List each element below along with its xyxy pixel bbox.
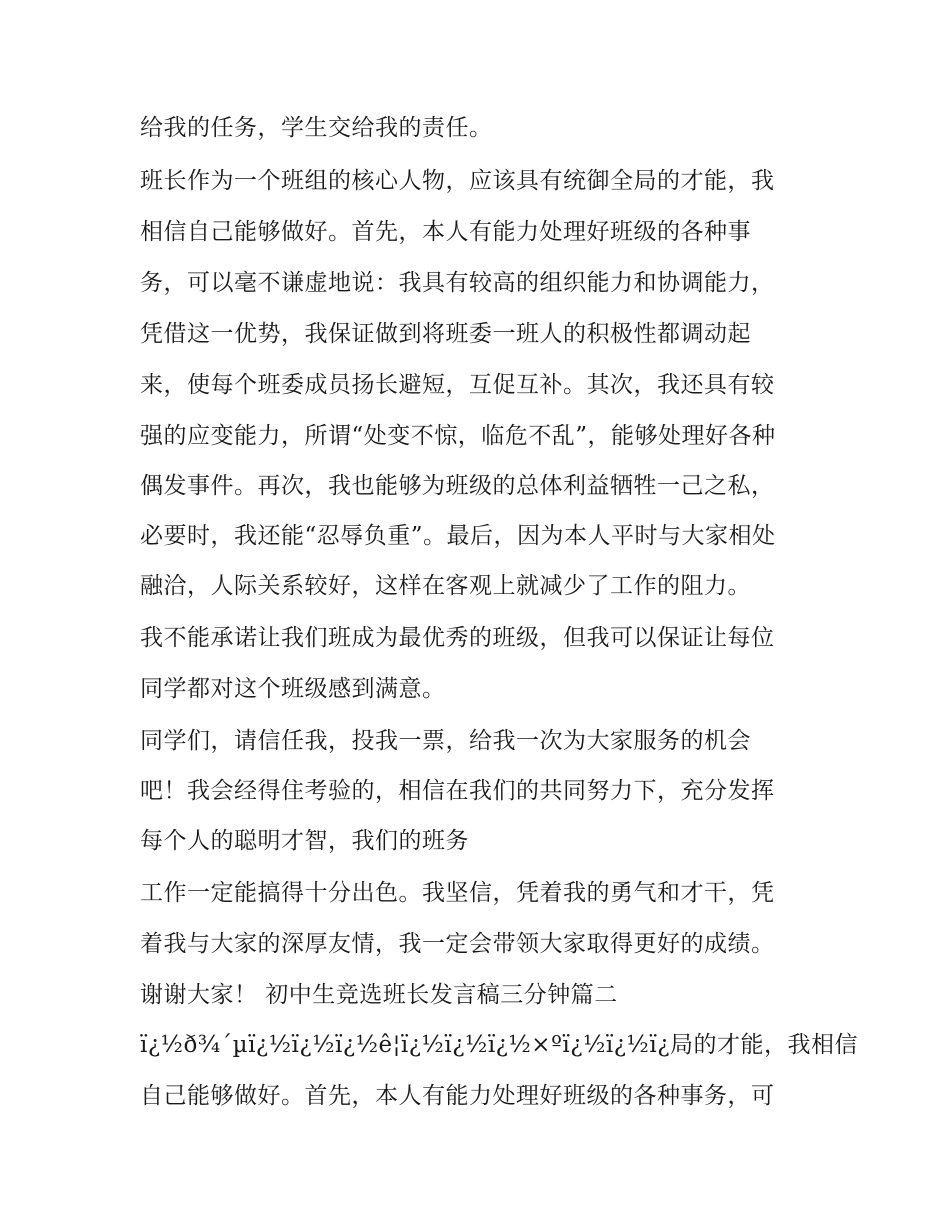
text-line: 工作一定能搞得十分出色。我坚信，凭着我的勇气和才干，凭	[140, 880, 775, 906]
text-line: 融洽，人际关系较好，这样在客观上就减少了工作的阻力。	[140, 573, 751, 599]
text-line: 来，使每个班委成员扬长避短，互促互补。其次，我还具有较	[140, 372, 775, 398]
text-line: 强的应变能力，所谓“处变不惊，临危不乱”，能够处理好各种	[140, 423, 776, 449]
text-line: 吧！我会经得住考验的，相信在我们的共同努力下，充分发挥	[140, 778, 775, 804]
text-line: 同学们，请信任我，投我一票，给我一次为大家服务的机会	[140, 728, 751, 754]
text-line: 谢谢大家！ 初中生竞选班长发言稿三分钟篇二	[140, 982, 618, 1008]
text-line: ï¿½ð¾´µï¿½ï¿½ï¿½ê¦ï¿½ï¿½ï¿½×ºï¿½ï¿½ï¿局的才能，我相信	[140, 1032, 859, 1058]
text-line: 着我与大家的深厚友情，我一定会带领大家取得更好的成绩。	[140, 931, 775, 957]
text-line: 我不能承诺让我们班成为最优秀的班级，但我可以保证让每位	[140, 625, 775, 651]
text-line: 相信自己能够做好。首先，本人有能力处理好班级的各种事	[140, 219, 751, 245]
text-line: 班长作为一个班组的核心人物，应该具有统御全局的才能，我	[140, 168, 775, 194]
text-line: 每个人的聪明才智，我们的班务	[140, 828, 469, 854]
text-line: 同学都对这个班级感到满意。	[140, 676, 446, 702]
text-line: 给我的任务，学生交给我的责任。	[140, 115, 493, 141]
text-line: 凭借这一优势，我保证做到将班委一班人的积极性都调动起	[140, 321, 751, 347]
text-line: 偶发事件。再次，我也能够为班级的总体利益牺牲一己之私，	[140, 473, 775, 499]
text-line: 必要时，我还能“忍辱负重”。最后，因为本人平时与大家相处	[140, 523, 776, 549]
text-line: 务，可以毫不谦虚地说：我具有较高的组织能力和协调能力，	[140, 270, 775, 296]
text-line: 自己能够做好。首先，本人有能力处理好班级的各种事务，可	[140, 1083, 775, 1109]
